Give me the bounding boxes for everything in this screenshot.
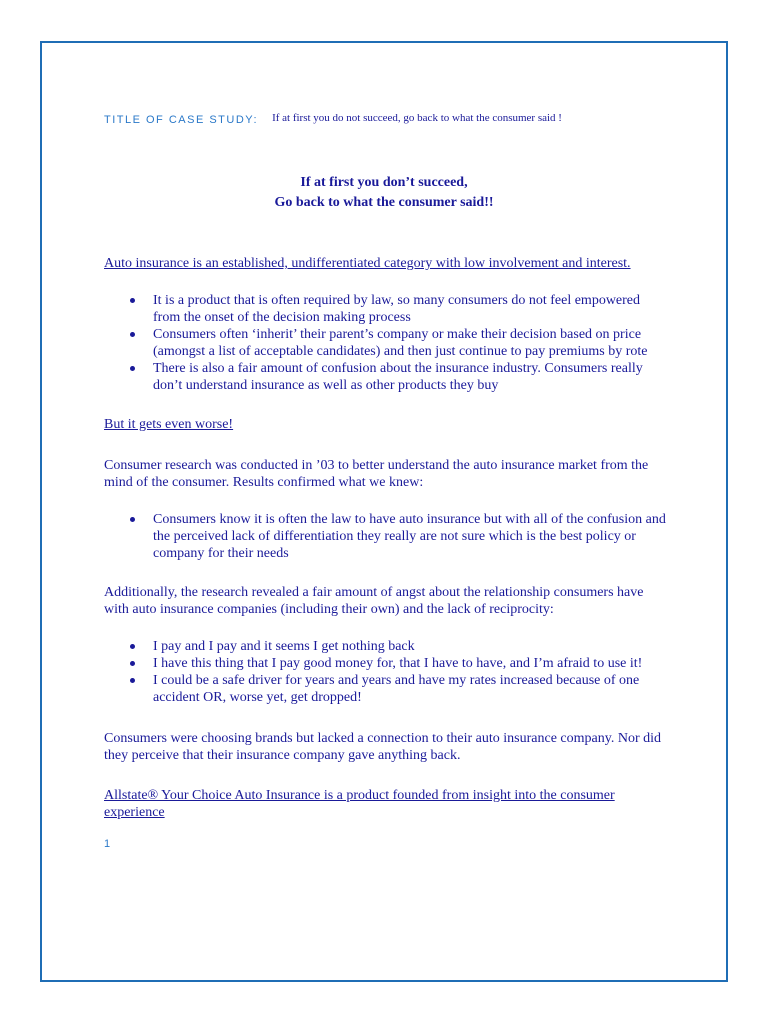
bullet-list-category-issues [128,292,668,394]
list-item: I could be a safe driver for years and years and have my rates increased because of one accident OR, worse yet, get dropped! [128,672,668,706]
list-item: It is a product that is often required by law, so many consumers do not feel empowered from the onset of the decision making process [128,292,668,326]
bullet-list-research-findings [128,511,668,562]
list-item: There is also a fair amount of confusion about the insurance industry. Consumers really don’t understand insurance as well as other products they buy [128,360,668,394]
list-item: I pay and I pay and it seems I get nothing back [128,638,668,655]
paragraph-angst: Additionally, the research revealed a fair amount of angst about the relationship consumers have with auto insurance companies (including their own) and the lack of reciprocity: [104,585,644,617]
headline-line-2: Go back to what the consumer said!! [274,195,494,210]
case-study-title-row [104,111,562,129]
list-item: Consumers know it is often the law to have auto insurance but with all of the confusion and the perceived lack of differentiation they really are not sure which is the best policy or company for their needs [128,511,668,562]
headline-line-1: If at first you don’t succeed, [300,175,468,190]
case-study-title-label: TITLE OF CASE STUDY: [104,114,259,126]
page-number: 1 [104,838,111,850]
paragraph-brand-connection: Consumers were choosing brands but lacked a connection to their auto insurance company. Nor did they perceive that their insurance company gave anything back. [104,731,661,763]
section-heading-auto-insurance: Auto insurance is an established, undifferentiated category with low involvement and interest. [104,256,631,271]
paragraph-consumer-research: Consumer research was conducted in ’03 to better understand the auto insurance market from the mind of the consumer. Results confirmed what we knew: [104,458,649,490]
list-item: Consumers often ‘inherit’ their parent’s company or make their decision based on price (amongst a list of acceptable candidates) and then just continue to pay premiums by rote [128,326,668,360]
section-heading-allstate: Allstate® Your Choice Auto Insurance is a product founded from insight into the consumer experience [104,788,615,820]
list-item: I have this thing that I pay good money for, that I have to have, and I’m afraid to use it! [128,655,668,672]
bullet-list-consumer-quotes [128,638,668,706]
section-heading-worse: But it gets even worse! [104,417,234,432]
case-study-title-value: If at first you do not succeed, go back to what the consumer said ! [272,112,562,124]
